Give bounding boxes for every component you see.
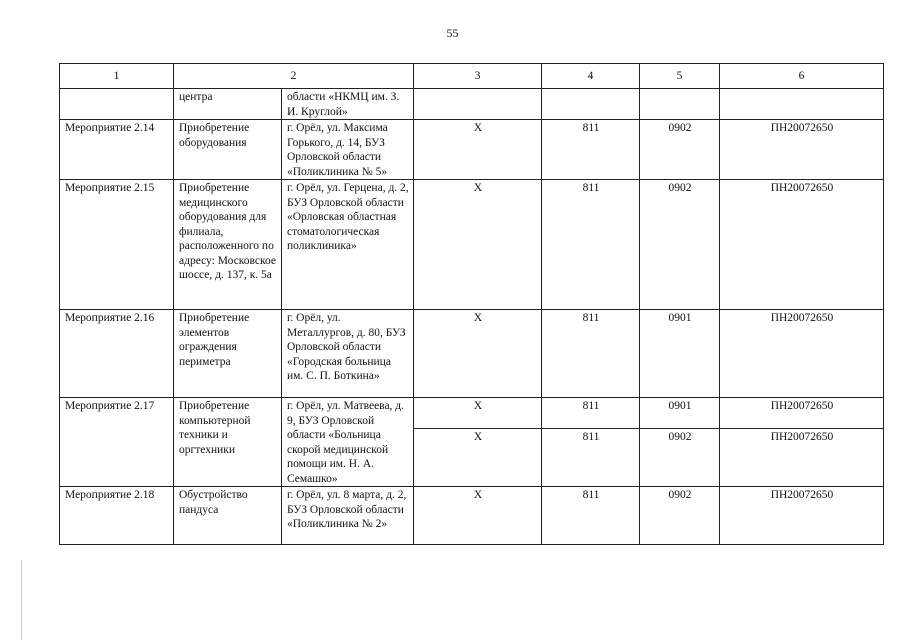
address-cell: области «НКМЦ им. З. И. Круглой» [282,89,414,120]
description-cell: Обустройство пандуса [174,487,282,545]
type-cell: Х [414,180,542,310]
empty-cell [60,89,174,120]
table-row [60,180,884,310]
type-cell: Х [414,310,542,398]
table-row [60,310,884,398]
type-cell: Х [414,487,542,545]
empty-cell [414,89,542,120]
type-cell: Х [414,398,542,429]
measure-cell: Мероприятие 2.18 [60,487,174,545]
description-cell: Приобретение компьютерной техники и оргтехники [174,398,282,487]
table-row [60,398,884,429]
header-row [60,64,884,89]
section-cell: 0901 [640,398,720,429]
code-cell: 811 [542,429,640,487]
section-cell: 0902 [640,120,720,180]
empty-cell [640,89,720,120]
empty-cell [542,89,640,120]
header-cell: 4 [542,64,640,89]
code-cell: 811 [542,310,640,398]
table-row [60,487,884,545]
description-cell: Приобретение элементов ограждения периметра [174,310,282,398]
target-article-cell: ПН20072650 [720,310,884,398]
address-cell: г. Орёл, ул. Максима Горького, д. 14, БУЗ Орловской области «Поликлиника № 5» [282,120,414,180]
description-cell: Приобретение оборудования [174,120,282,180]
section-cell: 0902 [640,429,720,487]
address-cell: г. Орёл, ул. Матвеева, д. 9, БУЗ Орловской области «Больница скорой медицинской помощи им. Н. А. Семашко» [282,398,414,487]
address-cell: г. Орёл, ул. Металлургов, д. 80, БУЗ Орловской области «Городская больница им. С. П. Боткина» [282,310,414,398]
address-cell: г. Орёл, ул. Герцена, д. 2, БУЗ Орловской области «Орловская областная стоматологическая поликлиника» [282,180,414,310]
continuation-row [60,89,884,120]
target-article-cell: ПН20072650 [720,398,884,429]
code-cell: 811 [542,487,640,545]
header-cell: 3 [414,64,542,89]
measure-cell: Мероприятие 2.16 [60,310,174,398]
code-cell: 811 [542,398,640,429]
measure-cell: Мероприятие 2.15 [60,180,174,310]
description-cell: Приобретение медицинского оборудования для филиала, расположенного по адресу: Московское шоссе, д. 137, к. 5а [174,180,282,310]
page-number: 55 [446,26,459,40]
code-cell: 811 [542,120,640,180]
target-article-cell: ПН20072650 [720,487,884,545]
section-cell: 0902 [640,487,720,545]
type-cell: Х [414,429,542,487]
measure-cell: Мероприятие 2.14 [60,120,174,180]
code-cell: 811 [542,180,640,310]
margin-line [21,560,22,640]
section-cell: 0902 [640,180,720,310]
target-article-cell: ПН20072650 [720,429,884,487]
type-cell: Х [414,120,542,180]
header-cell: 2 [174,64,414,89]
table-row [60,120,884,180]
header-cell: 5 [640,64,720,89]
measure-cell: Мероприятие 2.17 [60,398,174,487]
address-cell: г. Орёл, ул. 8 марта, д. 2, БУЗ Орловской области «Поликлиника № 2» [282,487,414,545]
target-article-cell: ПН20072650 [720,120,884,180]
target-article-cell: ПН20072650 [720,180,884,310]
header-cell: 6 [720,64,884,89]
header-cell: 1 [60,64,174,89]
budget-table [59,63,884,545]
description-cell: центра [174,89,282,120]
empty-cell [720,89,884,120]
section-cell: 0901 [640,310,720,398]
